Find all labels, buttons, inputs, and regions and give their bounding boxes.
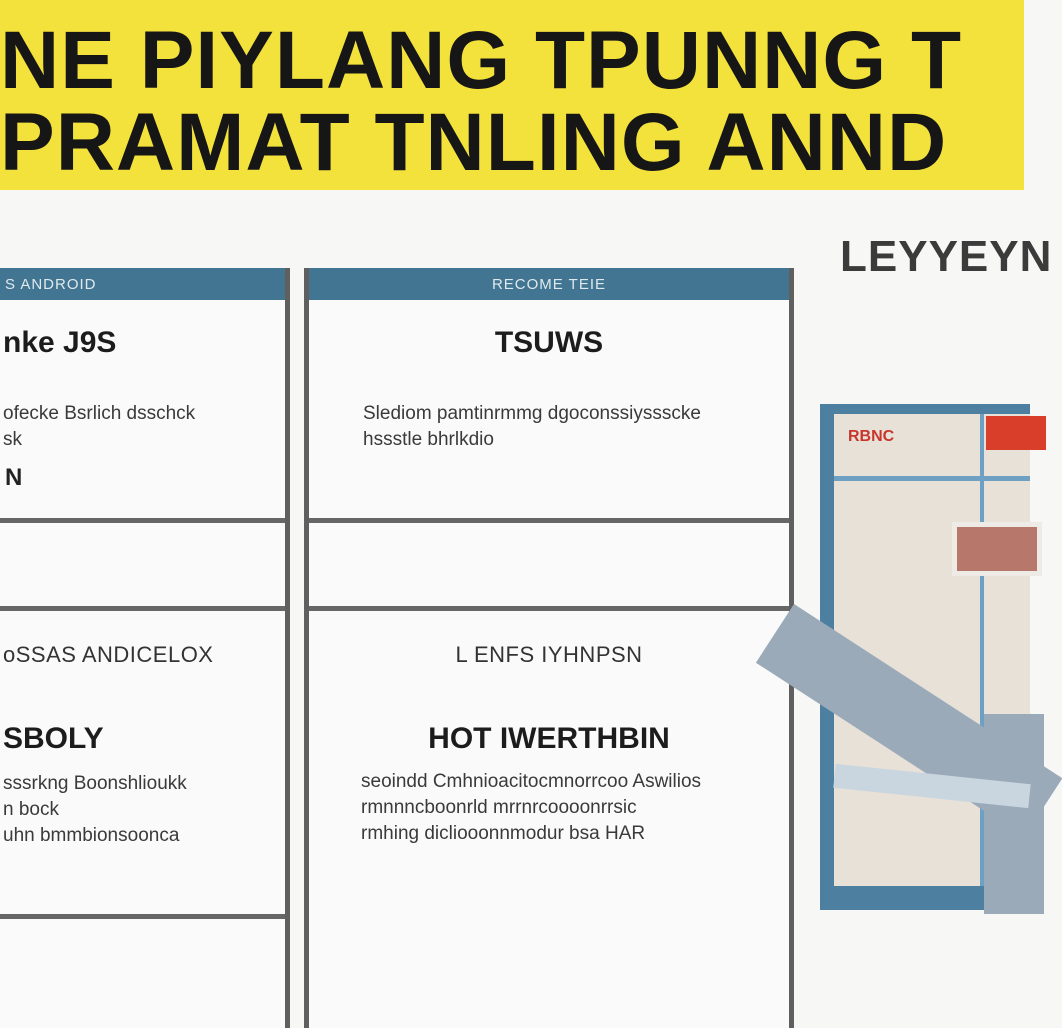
card-body-line-2: hssstle bhrlkdio bbox=[363, 429, 494, 450]
card-title: nke J9S bbox=[3, 326, 117, 359]
map-street bbox=[834, 476, 1030, 481]
map-building bbox=[952, 522, 1042, 576]
map-panel[interactable] bbox=[820, 404, 1030, 910]
card-body-line-1: ofecke Bsrlich dsschck bbox=[3, 403, 196, 424]
card-marker: N bbox=[5, 464, 23, 491]
card-header: RECOME TEIE bbox=[309, 268, 789, 300]
divider bbox=[0, 518, 285, 523]
info-card-center bbox=[304, 268, 794, 1028]
section-body-line-1: seoindd Cmhnioacitocmnorrcoo Aswilios bbox=[361, 771, 702, 792]
section-header: oSSAS ANDICELOX bbox=[3, 642, 214, 667]
card-title: TSUWS bbox=[494, 326, 604, 359]
section-title: HOT IWERTHBIN bbox=[428, 722, 670, 755]
section-title: SBOLY bbox=[3, 722, 104, 755]
divider bbox=[309, 518, 789, 523]
card-header: S ANDROID bbox=[0, 268, 285, 300]
banner-title-line-2: PRAMAT TNLING ANND bbox=[0, 97, 948, 188]
section-header: L ENFS IYHNPSN bbox=[455, 642, 643, 667]
section-body-line-3: rmhing dicliooonnmodur bsa HAR bbox=[361, 823, 646, 844]
legend-title: LEYYEYN bbox=[840, 232, 1053, 281]
top-banner bbox=[0, 0, 1024, 190]
card-body-line-2: sk bbox=[3, 429, 22, 450]
section-body-line-1: sssrkng Boonshlioukk bbox=[3, 773, 187, 794]
map-marker bbox=[986, 416, 1046, 450]
section-body-line-2: rmnnncboonrld mrrnrcoooonrrsic bbox=[361, 797, 637, 818]
divider bbox=[309, 606, 789, 611]
divider bbox=[0, 606, 285, 611]
map-canvas[interactable] bbox=[834, 414, 1030, 886]
map-road bbox=[984, 714, 1044, 914]
card-body-line-1: Slediom pamtinrmmg dgoconssiyssscke bbox=[363, 403, 701, 424]
map-label: RBNC bbox=[848, 428, 895, 445]
divider bbox=[0, 914, 285, 919]
info-card-left bbox=[0, 268, 290, 1028]
section-body-line-2: n bock bbox=[3, 799, 59, 820]
section-body-line-3: uhn bmmbionsoonca bbox=[3, 825, 180, 846]
banner-title-line-1: NE PIYLANG TPUNNG T bbox=[0, 15, 963, 106]
